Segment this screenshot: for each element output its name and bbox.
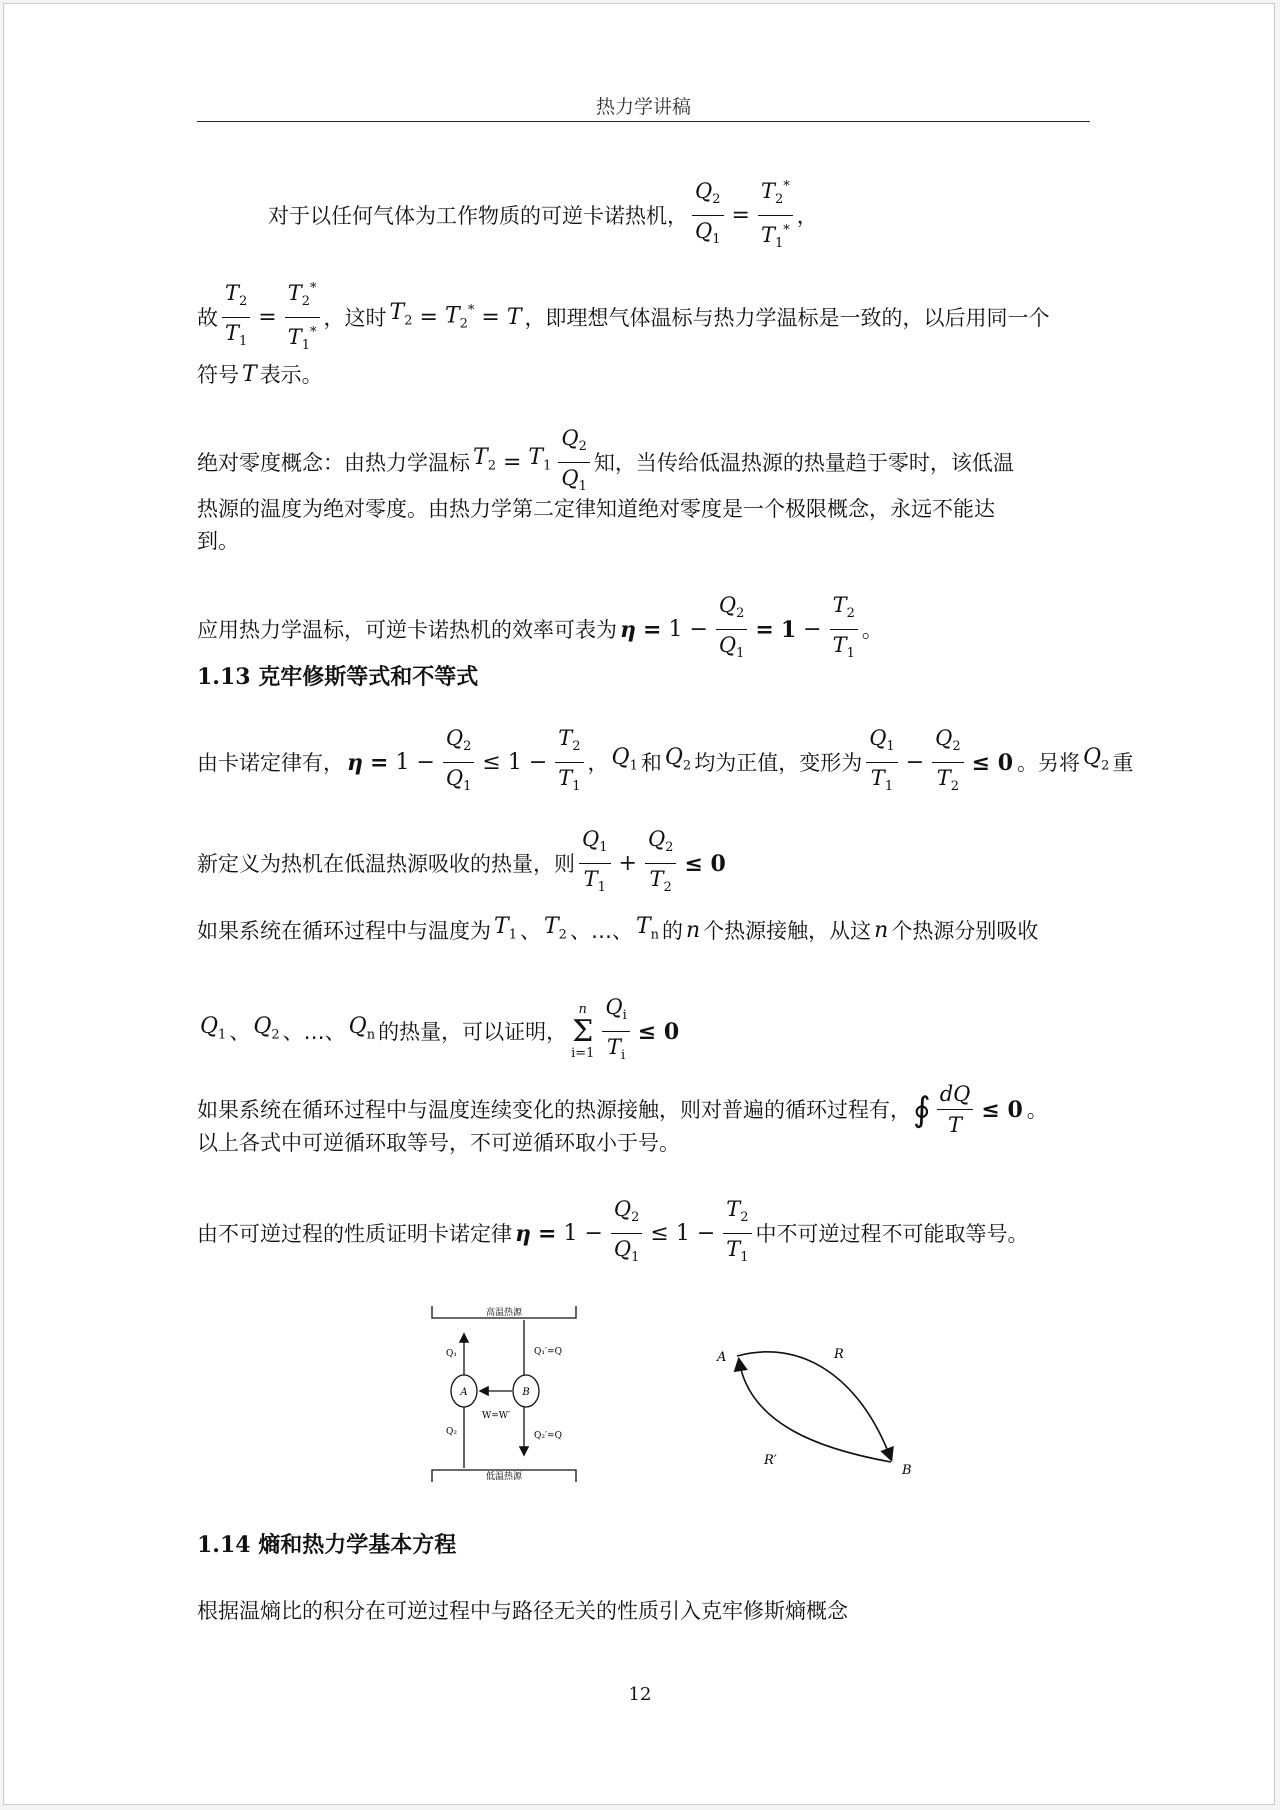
fraction-t2star-t1star: $\frac{T_2^*}{T_1^*}$ bbox=[758, 174, 793, 257]
label-q2-prime: Q₂′=Q bbox=[534, 1431, 562, 1441]
label-work: W=W′ bbox=[482, 1411, 511, 1421]
paragraph-symbol-t: 符号 T 表示。 bbox=[197, 362, 323, 387]
summation-symbol: n Σ i=1 bbox=[571, 1001, 595, 1061]
paragraph-clausius-integral: 如果系统在循环过程中与温度连续变化的热源接触，则对普遍的循环过程有， ∮ $\frac{dQ}{T}$ ≤ 0 。 bbox=[197, 1082, 1048, 1137]
running-header: 热力学讲稿 bbox=[595, 96, 691, 118]
point-b-label: B bbox=[902, 1463, 912, 1478]
point-a-label: A bbox=[717, 1350, 727, 1365]
page-number: 12 bbox=[628, 1684, 652, 1705]
paragraph-absolute-zero-end: 到。 bbox=[197, 529, 239, 553]
path-r-label: R bbox=[834, 1347, 844, 1362]
paragraph-reversible-carnot: 对于以任何气体为工作物质的可逆卡诺热机， $\frac{Q_2}{Q_1}$ = $\frac{T_2^*}{T_1^*}$ ， bbox=[268, 174, 818, 257]
paragraph-carnot-law: 由卡诺定律有， η = 1 − $\frac{Q_2}{Q_1}$ ≤ 1 − $\frac{T_2}{T_1}$ ， $Q_1$ 和 $Q_2$ 均为正值，变形为 $\frac{Q_1}{T_1}$ − $\frac{Q_2}{T_2}$ ≤ 0 。另将 $Q_2$ 重 bbox=[197, 726, 1134, 795]
path-r-prime bbox=[739, 1360, 891, 1462]
contour-integral-symbol: ∮ bbox=[913, 1089, 931, 1130]
label-q2: Q₂ bbox=[446, 1427, 457, 1437]
paragraph-entropy-intro: 根据温熵比的积分在可逆过程中与路径无关的性质引入克牢修斯熵概念 bbox=[197, 1599, 848, 1623]
fraction-t2-t1: $\frac{T_2}{T_1}$ bbox=[222, 280, 250, 355]
fraction-t2star-t1star-2: $\frac{T_2^*}{T_1^*}$ bbox=[285, 276, 320, 359]
cold-reservoir-label: 低温热源 bbox=[485, 1472, 523, 1482]
label-q1-prime: Q₁′=Q bbox=[534, 1347, 562, 1357]
paragraph-irreversible-proof: 由不可逆过程的性质证明卡诺定律 η = 1 − $\frac{Q_2}{Q_1}$ ≤ 1 − $\frac{T_2}{T_1}$ 中不可逆过程不可能取等号。 bbox=[197, 1197, 1029, 1266]
path-r-prime-label: R′ bbox=[764, 1453, 777, 1468]
fraction-q2-q1: $\frac{Q_2}{Q_1}$ bbox=[692, 178, 724, 253]
hot-reservoir-label: 高温热源 bbox=[485, 1308, 523, 1318]
paragraph-absolute-zero-cont: 热源的温度为绝对零度。由热力学第二定律知道绝对零度是一个极限概念，永远不能达 bbox=[197, 497, 995, 521]
header-rule bbox=[197, 121, 1090, 122]
cycle-path-diagram bbox=[709, 1334, 929, 1484]
label-q1: Q₁ bbox=[446, 1349, 457, 1359]
paragraph-absolute-zero: 绝对零度概念：由热力学温标 $T_2$ = $T_1$ $\frac{Q_2}{Q_1}$ 知，当传给低温热源的热量趋于零时，该低温 bbox=[197, 426, 1014, 495]
paragraph-redefine-q2: 新定义为热机在低温热源吸收的热量，则 $\frac{Q_1}{T_1}$ + $\frac{Q_2}{T_2}$ ≤ 0 bbox=[197, 827, 726, 896]
paragraph-ideal-gas-scale: 故 $\frac{T_2}{T_1}$ = $\frac{T_2^*}{T_1^*}$ ，这时 $T_2$ = $T_2^*$ = T ，即理想气体温标与热力学温标是一致的，以后用同一个 bbox=[197, 276, 1050, 359]
paragraph-n-reservoirs: 如果系统在循环过程中与温度为 $T_1$ 、 $T_2$ 、 … 、 $T_n$ 的 n 个热源接触，从这 n 个热源分别吸收 bbox=[197, 914, 1039, 944]
engine-a-label: A bbox=[460, 1387, 468, 1398]
paragraph-equality-rule: 以上各式中可逆循环取等号，不可逆循环取小于号。 bbox=[197, 1131, 680, 1155]
section-heading-1-13: 1.13 克牢修斯等式和不等式 bbox=[197, 664, 479, 690]
paragraph-efficiency: 应用热力学温标，可逆卡诺热机的效率可表为 η = 1 − $\frac{Q_2}{Q_1}$ = 1 − $\frac{T_2}{T_1}$ 。 bbox=[197, 593, 883, 662]
section-heading-1-14: 1.14 熵和热力学基本方程 bbox=[197, 1532, 457, 1558]
engine-b-label: B bbox=[522, 1387, 530, 1398]
paragraph-clausius-sum: $Q_1$ 、 $Q_2$ 、 … 、 $Q_n$ 的热量，可以证明， n Σ i=1 $\frac{Q_i}{T_i}$ ≤ 0 bbox=[200, 995, 680, 1064]
engine-reservoir-diagram bbox=[424, 1304, 584, 1484]
document-page bbox=[3, 3, 1275, 1805]
